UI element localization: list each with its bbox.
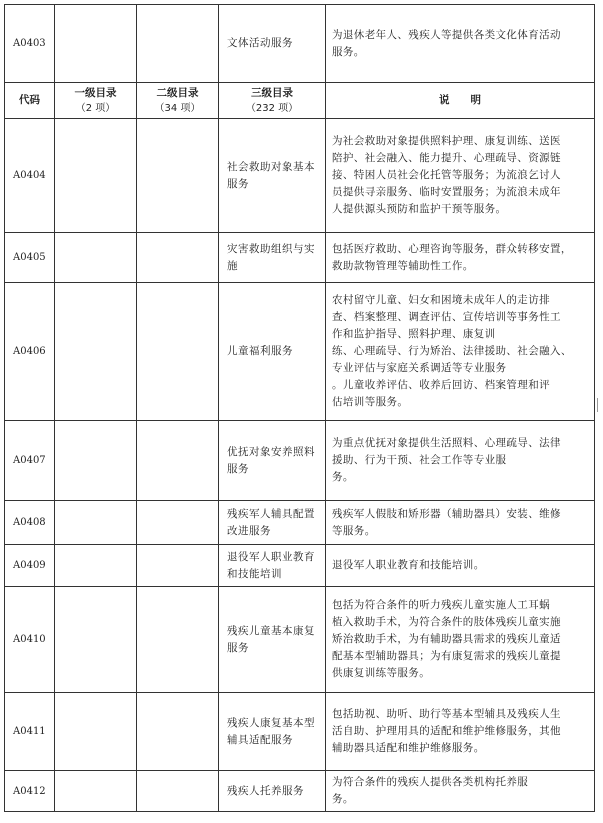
table-row xyxy=(5,771,595,812)
level1-cell xyxy=(55,501,137,545)
level2-cell xyxy=(137,233,219,283)
row-code: A0409 xyxy=(5,545,55,587)
description-line: 估培训等服务。 xyxy=(332,396,409,408)
description-line: 人提供源头预防和监护干预等服务。 xyxy=(332,203,507,215)
description-line: 作和监护指导、照料护理、康复训 xyxy=(332,328,496,340)
description-line: 包括助视、助听、助行等基本型辅具及残疾人生 xyxy=(332,708,561,720)
description-line: 活自助、护理用具的适配和维护维修服务，其他 xyxy=(332,725,561,737)
header-level2-label: 二级目录 xyxy=(156,86,199,99)
header-level2 xyxy=(137,83,219,119)
header-level1-label: 一级目录 xyxy=(74,86,117,99)
level2-cell xyxy=(137,119,219,233)
table-row xyxy=(5,501,595,545)
level2-cell xyxy=(137,5,219,83)
level2-cell xyxy=(137,501,219,545)
description-line: 等服务。 xyxy=(332,524,376,537)
header-level1 xyxy=(55,83,137,119)
description-line: 农村留守儿童、妇女和困境未成年人的走访排 xyxy=(332,294,550,306)
level1-cell xyxy=(55,587,137,693)
row-code: A0403 xyxy=(5,5,55,83)
description-cell xyxy=(326,233,595,283)
description-line: 为社会救助对象提供照料护理、康复训练、送医 xyxy=(332,135,561,147)
row-code: A0406 xyxy=(5,283,55,421)
description-cell xyxy=(326,501,595,545)
row-code: A0407 xyxy=(5,421,55,501)
level3-line: 文体活动服务 xyxy=(227,37,293,49)
description-line: 。儿童收养评估、收养后回访、档案管理和评 xyxy=(332,379,550,391)
description-line: 包括为符合条件的听力残疾儿童实施人工耳蜗 xyxy=(332,599,550,611)
level1-cell xyxy=(55,545,137,587)
description-cell xyxy=(326,587,595,693)
level3-cell xyxy=(219,545,326,587)
level3-cell xyxy=(219,587,326,693)
table-row xyxy=(5,421,595,501)
level2-cell xyxy=(137,587,219,693)
description-cell xyxy=(326,693,595,771)
description-line: 员提供寻亲服务、临时安置服务；为流浪未成年 xyxy=(332,186,561,198)
row-code: A0404 xyxy=(5,119,55,233)
description-cell xyxy=(326,283,595,421)
level3-line: 辅具适配服务 xyxy=(227,733,293,746)
level3-line: 残疾人康复基本型 xyxy=(227,716,315,729)
description-line: 为退休老年人、残疾人等提供各类文化体育活动 xyxy=(332,28,561,41)
level3-cell xyxy=(219,119,326,233)
level3-line: 施 xyxy=(227,259,238,272)
header-level2-count: （34 项） xyxy=(154,102,201,114)
description-line: 残疾军人假肢和矫形器（辅助器具）安装、维修 xyxy=(332,507,561,520)
description-line: 植入救助手术，为符合条件的肢体残疾儿童实施 xyxy=(332,616,561,628)
level1-cell xyxy=(55,421,137,501)
description-line: 陪护、社会融入、能力提升、心理疏导、资源链 xyxy=(332,152,561,164)
description-cell xyxy=(326,771,595,812)
level3-cell xyxy=(219,693,326,771)
level3-line: 灾害救助组织与实 xyxy=(227,242,315,255)
level3-line: 退役军人职业教育 xyxy=(227,550,315,563)
header-level3-label: 三级目录 xyxy=(251,86,293,99)
table-row xyxy=(5,119,595,233)
description-cell xyxy=(326,119,595,233)
level2-cell xyxy=(137,693,219,771)
level1-cell xyxy=(55,119,137,233)
level2-cell xyxy=(137,771,219,812)
description-line: 包括医疗救助、心理咨询等服务，群众转移安置， xyxy=(332,242,572,255)
level1-cell xyxy=(55,771,137,812)
table-row xyxy=(5,587,595,693)
description-line: 专业评估与家庭关系调适等专业服务 xyxy=(332,362,507,374)
header-level3 xyxy=(219,83,326,119)
level3-line: 服务 xyxy=(227,641,249,654)
table-row xyxy=(5,233,595,283)
header-level3-count: （232 项） xyxy=(245,102,299,114)
level3-cell xyxy=(219,5,326,83)
description-line: 务。 xyxy=(332,471,354,483)
row-code: A0412 xyxy=(5,771,55,812)
description-line: 辅助器具适配和维护维修服务。 xyxy=(332,742,485,754)
row-code: A0405 xyxy=(5,233,55,283)
level2-cell xyxy=(137,283,219,421)
level3-line: 残疾军人辅具配置 xyxy=(227,507,315,520)
catalog-table xyxy=(4,4,595,812)
level3-cell xyxy=(219,501,326,545)
description-line: 救助款物管理等辅助性工作。 xyxy=(332,259,474,272)
level1-cell xyxy=(55,693,137,771)
level3-line: 服务 xyxy=(227,177,249,190)
page-edge-mark xyxy=(597,398,602,412)
level3-line: 残疾人托养服务 xyxy=(227,784,304,797)
level3-line: 优抚对象安养照料 xyxy=(227,445,315,458)
description-line: 援助、行为干预、社会工作等专业服 xyxy=(332,454,507,466)
level3-cell xyxy=(219,421,326,501)
row-code: A0408 xyxy=(5,501,55,545)
level1-cell xyxy=(55,283,137,421)
level3-line: 改进服务 xyxy=(227,524,271,537)
level3-line: 社会救助对象基本 xyxy=(227,160,315,173)
level3-line: 和技能培训 xyxy=(227,567,282,580)
level3-line: 服务 xyxy=(227,462,249,475)
description-line: 退役军人职业教育和技能培训。 xyxy=(332,559,485,571)
header-code xyxy=(5,83,55,119)
header-level1-count: （2 项） xyxy=(75,102,116,114)
row-code: A0411 xyxy=(5,693,55,771)
level3-line: 残疾儿童基本康复 xyxy=(227,624,315,637)
description-line: 服务。 xyxy=(332,45,365,58)
table-row xyxy=(5,545,595,587)
description-line: 务。 xyxy=(332,793,354,805)
description-cell xyxy=(326,545,595,587)
description-line: 练、心理疏导、行为矫治、法律援助、社会融入、 xyxy=(332,345,572,357)
header-code-label: 代码 xyxy=(19,94,40,106)
level2-cell xyxy=(137,421,219,501)
table-row xyxy=(5,5,595,83)
header-row xyxy=(5,83,595,119)
description-line: 查、档案整理、调查评估、宣传培训等事务性工 xyxy=(332,311,561,323)
description-line: 为重点优抚对象提供生活照料、心理疏导、法律 xyxy=(332,437,561,449)
description-cell xyxy=(326,421,595,501)
level1-cell xyxy=(55,233,137,283)
description-line: 为符合条件的残疾人提供各类机构托养服 xyxy=(332,776,529,788)
description-line: 接、特困人员社会化托管等服务；为流浪乞讨人 xyxy=(332,169,561,181)
level2-cell xyxy=(137,545,219,587)
description-line: 配基本型辅助器具；为有康复需求的残疾儿童提 xyxy=(332,650,561,662)
description-cell xyxy=(326,5,595,83)
row-code: A0410 xyxy=(5,587,55,693)
table-row xyxy=(5,693,595,771)
level3-cell xyxy=(219,283,326,421)
level3-cell xyxy=(219,233,326,283)
level1-cell xyxy=(55,5,137,83)
header-description-label: 说 明 xyxy=(439,94,481,106)
level3-line: 儿童福利服务 xyxy=(227,345,293,357)
header-description xyxy=(326,83,595,119)
description-line: 矫治救助手术，为有辅助器具需求的残疾儿童适 xyxy=(332,633,561,645)
table-row xyxy=(5,283,595,421)
description-line: 供康复训练等服务。 xyxy=(332,667,431,679)
level3-cell xyxy=(219,771,326,812)
